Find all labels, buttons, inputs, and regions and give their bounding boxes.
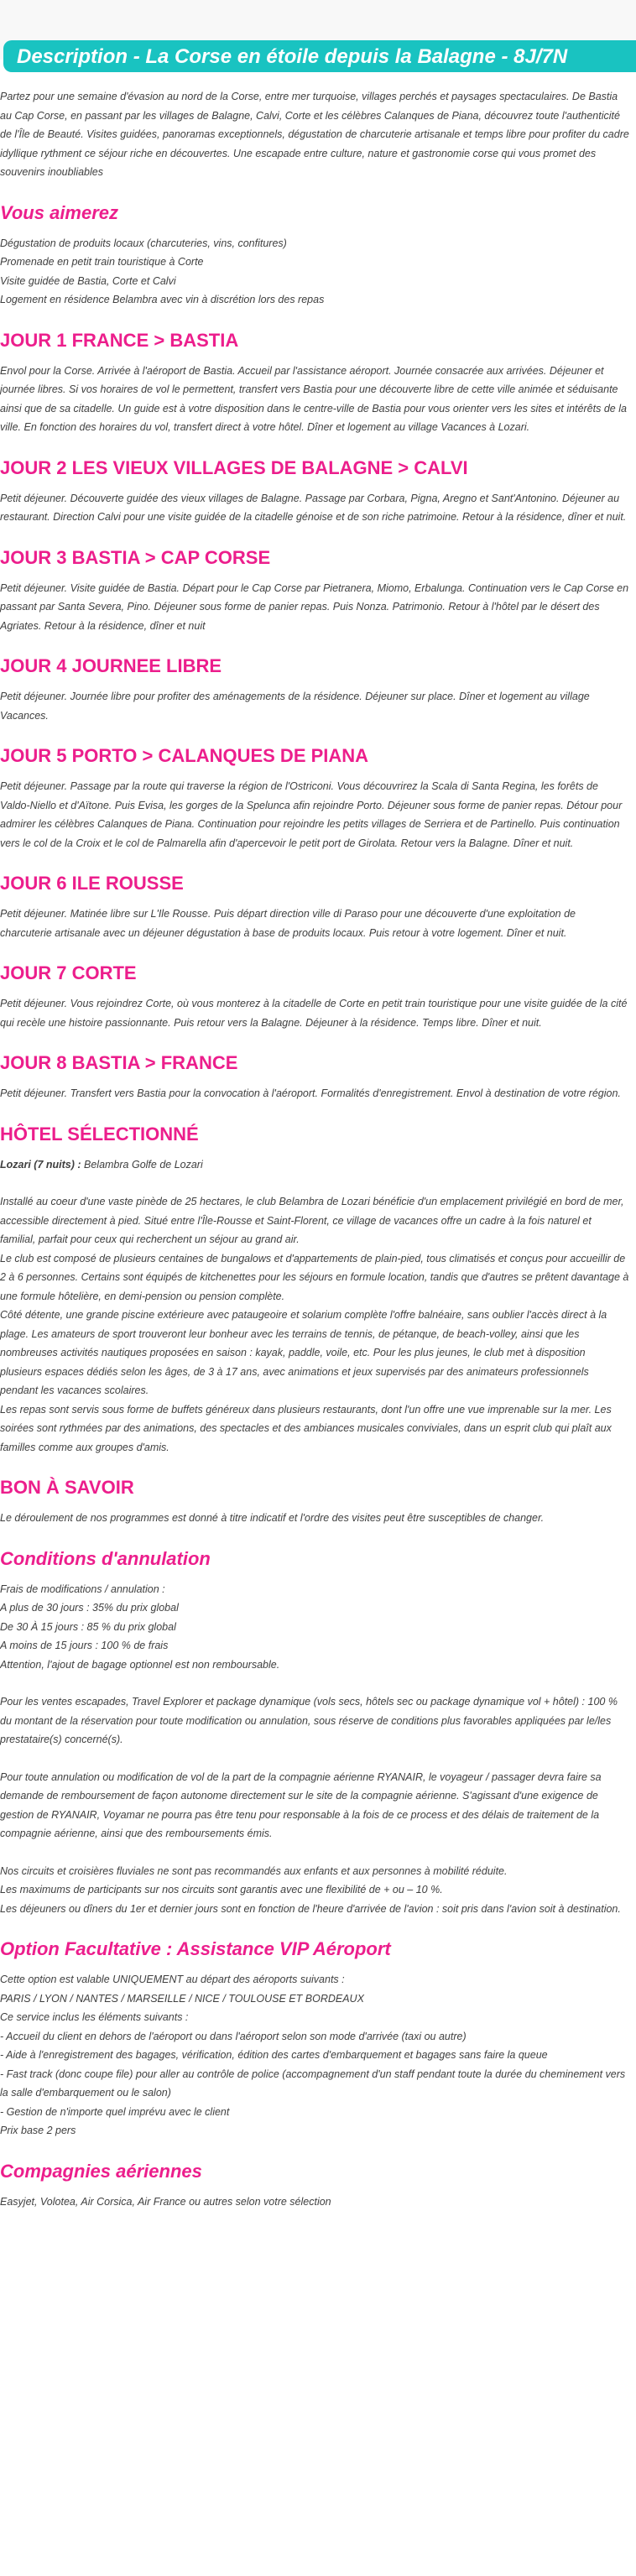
fee-line: De 30 À 15 jours : 85 % du prix global xyxy=(0,1620,176,1633)
annulation-heading: Conditions d'annulation xyxy=(0,1547,211,1569)
aimerez-item: Promenade en petit train touristique à Corte xyxy=(0,256,204,268)
fee-line: Frais de modifications / annulation : xyxy=(0,1583,165,1595)
vip-line: PARIS / LYON / NANTES / MARSEILLE / NICE / TOULOUSE ET BORDEAUX xyxy=(0,1992,364,2005)
day-title: JOUR 8 BASTIA > FRANCE xyxy=(0,1052,238,1073)
day-title: JOUR 5 PORTO > CALANQUES DE PIANA xyxy=(0,745,369,766)
hotel-paragraph: Installé au coeur d'une vaste pinède de 25 hectares, le club Belambra de Lozari bénéficie d'un emplacement privilégié en bord de mer, accessible directement à pied. Situé entre l'Île-Rousse et Saint-Florent, ce village de vacances offre un cadre à la fois naturel et familial, parfait pour ceux qui recherchent un séjour au grand air. xyxy=(0,1196,624,1245)
note-line: Nos circuits et croisières fluviales ne sont pas recommandés aux enfants et aux personnes à mobilité réduite. xyxy=(0,1864,508,1877)
vip-heading: Option Facultative : Assistance VIP Aéroport xyxy=(0,1938,391,1959)
aimerez-heading: Vous aimerez xyxy=(0,201,119,223)
annulation-fees xyxy=(0,1580,636,1675)
day-text: Envol pour la Corse. Arrivée à l'aéroport de Bastia. Accueil par l'assistance aéroport. Journée consacrée aux arrivées. Déjeuner et journée libres. Si vos horaires de vol le permettent, transfert vers Bastia pour une découverte libre de cette ville animée et séduisante ainsi que de sa citadelle. Un guide est à votre disposition dans le centre-ville de Bastia pour vous orienter vers les sites et intérêts de la ville. En fonction des horaires du vol, transfert direct à votre hôtel. Dîner et logement au village Vacances à Lozari. xyxy=(0,364,627,433)
day-text: Petit déjeuner. Journée libre pour profiter des aménagements de la résidence. Déjeuner sur place. Dîner et logement au village Vacances. xyxy=(0,691,590,722)
vip-line: Cette option est valable UNIQUEMENT au départ des aéroports suivants : xyxy=(0,1974,345,1985)
note-line: Les déjeuners ou dîners du 1er et dernier jours sont en fonction de l'heure d'arrivée de l'avion : soit pris dans l'avion soit à destination. xyxy=(0,1902,621,1915)
page-title: Description - La Corse en étoile depuis la Balagne - 8J/7N xyxy=(3,40,636,72)
aimerez-item: Logement en résidence Belambra avec vin à discrétion lors des repas xyxy=(0,294,325,305)
day-text: Petit déjeuner. Découverte guidée des vieux villages de Balagne. Passage par Corbara, Pigna, Aregno et Sant'Antonino. Déjeuner au restaurant. Direction Calvi pour une visite guidée de la citadelle génoise et de son riche patrimoine. Retour à la résidence, dîner et nuit. xyxy=(0,492,627,523)
intro-text: Partez pour une semaine d'évasion au nord de la Corse, entre mer turquoise, villages perchés et paysages spectaculaires. De Bastia au Cap Corse, en passant par les villages de Balagne, Calvi, Corte et les célèbres Calanques de Piana, découvrez toute l'authenticité de l'Île de Beauté. Visites guidées, panoramas exceptionnels, dégustation de charcuterie artisanale et temps libre pour profiter du cadre idyllique rythment ce séjour riche en découvertes. Une escapade entre culture, nature et gastronomie corse qui vous promet des souvenirs inoubliables xyxy=(0,91,629,178)
savoir-heading: BON À SAVOIR xyxy=(0,1477,134,1498)
annulation-ryanair: Pour toute annulation ou modification de vol de la part de la compagnie aérienne RYANAIR, le voyageur / passager devra faire sa demande de remboursement de façon autonome directement sur le site de la compagnie aérienne. S'agissant d'une exigence de gestion de RYANAIR, Voyamar ne pourra pas être tenu pour responsable à la fois de ce process et des délais de traitement de la compagnie aérienne, ainsi que des remboursements émis. xyxy=(0,1770,602,1839)
day-text: Petit déjeuner. Passage par la route qui traverse la région de l'Ostriconi. Vous découvrirez la Scala di Santa Regina, les forêts de Valdo-Niello et d'Aïtone. Puis Evisa, les gorges de la Spelunca afin rejoindre Porto. Déjeuner sous forme de panier repas. Détour pour admirer les célèbres Calanques de Piana. Continuation pour rejoindre les petits villages de Serriera et de Partinello. Puis continuation vers le col de la Croix et le col de Palmarella afin d'apercevoir le petit port de Girolata. Retour vers la Balagne. Dîner et nuit. xyxy=(0,780,623,849)
day-text: Petit déjeuner. Transfert vers Bastia pour la convocation à l'aéroport. Formalités d'enregistrement. Envol à destination de votre région. xyxy=(0,1087,621,1099)
hotel-paragraph: Les repas sont servis sous forme de buffets généreux dans plusieurs restaurants, dont l'un offre une vue imprenable sur la mer. Les soirées sont rythmées par des animations, des spectacles et des ambiances musicales conviviales, dans un esprit club qui plaît aux familles comme aux groupes d'amis. xyxy=(0,1403,612,1453)
hotel-nights: Lozari (7 nuits) : xyxy=(0,1158,81,1171)
hotel-line xyxy=(0,1155,636,1175)
fee-line: Attention, l'ajout de bagage optionnel est non remboursable. xyxy=(0,1658,280,1671)
day-title: JOUR 6 ILE ROUSSE xyxy=(0,873,184,894)
fee-line: A plus de 30 jours : 35% du prix global xyxy=(0,1602,179,1614)
day-text: Petit déjeuner. Matinée libre sur L'Ile Rousse. Puis départ direction ville di Paraso pour une découverte d'une exploitation de charcuterie artisanale avec un déjeuner dégustation à base de produits locaux. Puis retour à votre logement. Dîner et nuit. xyxy=(0,908,576,939)
vip-line: Prix base 2 pers xyxy=(0,2125,76,2136)
vip-line: - Gestion de n'importe quel imprévu avec le client xyxy=(0,2105,230,2118)
day-title: JOUR 1 FRANCE > BASTIA xyxy=(0,329,239,351)
vip-line: Ce service inclus les éléments suivants : xyxy=(0,2011,189,2023)
day-text: Petit déjeuner. Visite guidée de Bastia. Départ pour le Cap Corse par Pietranera, Miomo, Erbalunga. Continuation vers le Cap Corse en passant par Santa Severa, Pino. Déjeuner sous forme de panier repas. Puis Nonza. Patrimonio. Retour à l'hôtel par le désert des Agriates. Retour à la résidence, dîner et nuit xyxy=(0,581,629,632)
savoir-text: Le déroulement de nos programmes est donné à titre indicatif et l'ordre des visites peut être susceptibles de changer. xyxy=(0,1512,545,1524)
aimerez-item: Visite guidée de Bastia, Corte et Calvi xyxy=(0,274,176,287)
day-text: Petit déjeuner. Vous rejoindrez Corte, où vous monterez à la citadelle de Corte en petit train touristique pour une visite guidée de la cité qui recèle une histoire passionnante. Puis retour vers la Balagne. Déjeuner à la résidence. Temps libre. Dîner et nuit. xyxy=(0,998,628,1029)
aimerez-item: Dégustation de produits locaux (charcuteries, vins, confitures) xyxy=(0,237,287,249)
vip-line: - Fast track (donc coupe file) pour aller au contrôle de police (accompagnement d'un staff pendant toute la durée du cheminement vers la salle d'embarquement ou le salon) xyxy=(0,2068,626,2099)
annulation-ventes: Pour les ventes escapades, Travel Explorer et package dynamique (vols secs, hôtels sec ou package dynamique vol + hôtel) : 100 % du montant de la réservation pour toute modification ou annulation, sous réserve de conditions plus favorables appliquées par le/les prestataire(s) concerné(s). xyxy=(0,1696,618,1745)
compagnies-heading: Compagnies aériennes xyxy=(0,2160,202,2182)
aimerez-list xyxy=(0,234,636,310)
day-title: JOUR 2 LES VIEUX VILLAGES DE BALAGNE > CALVI xyxy=(0,456,468,478)
content xyxy=(0,87,636,2211)
hotel-paragraph: Le club est composé de plusieurs centaines de bungalows et d'appartements de plain-pied, tous climatisés et conçus pour accueillir de 2 à 6 personnes. Certains sont équipés de kitchenettes pour les séjours en formule location, tandis que d'autres se prêtent davantage à une formule hôtelière, en demi-pension ou pension complète. xyxy=(0,1252,629,1302)
vip-line: - Aide à l'enregistrement des bagages, vérification, édition des cartes d'embarquement et bagages sans faire la queue xyxy=(0,2049,548,2061)
note-line: Les maximums de participants sur nos circuits sont garantis avec une flexibilité de + ou – 10 %. xyxy=(0,1884,443,1895)
fee-line: A moins de 15 jours : 100 % de frais xyxy=(0,1640,169,1651)
day-title: JOUR 7 CORTE xyxy=(0,962,137,983)
annulation-notes xyxy=(0,1862,636,1919)
day-title: JOUR 3 BASTIA > CAP CORSE xyxy=(0,546,271,568)
day-title: JOUR 4 JOURNEE LIBRE xyxy=(0,655,222,676)
compagnies-text: Easyjet, Volotea, Air Corsica, Air France ou autres selon votre sélection xyxy=(0,2195,331,2208)
hotel-paragraph: Côté détente, une grande piscine extérieure avec pataugeoire et solarium complète l'offre balnéaire, sans oublier l'accès direct à la plage. Les amateurs de sport trouveront leur bonheur avec les terrains de tennis, de pétanque, de beach-volley, ainsi que les nombreuses activités nautiques proposées en saison : kayak, paddle, voile, etc. Pour les plus jeunes, le club met à disposition plusieurs espaces dédiés selon les âges, de 3 à 17 ans, avec animations et jeux supervisés par des animateurs professionnels pendant les vacances scolaires. xyxy=(0,1309,607,1396)
hotel-description xyxy=(0,1192,636,1457)
vip-lines xyxy=(0,1970,636,2141)
hotel-name: Belambra Golfe de Lozari xyxy=(81,1158,203,1171)
hotel-heading: HÔTEL SÉLECTIONNÉ xyxy=(0,1123,199,1145)
vip-line: - Accueil du client en dehors de l'aéroport ou dans l'aéroport selon son mode d'arrivée (taxi ou autre) xyxy=(0,2030,467,2042)
